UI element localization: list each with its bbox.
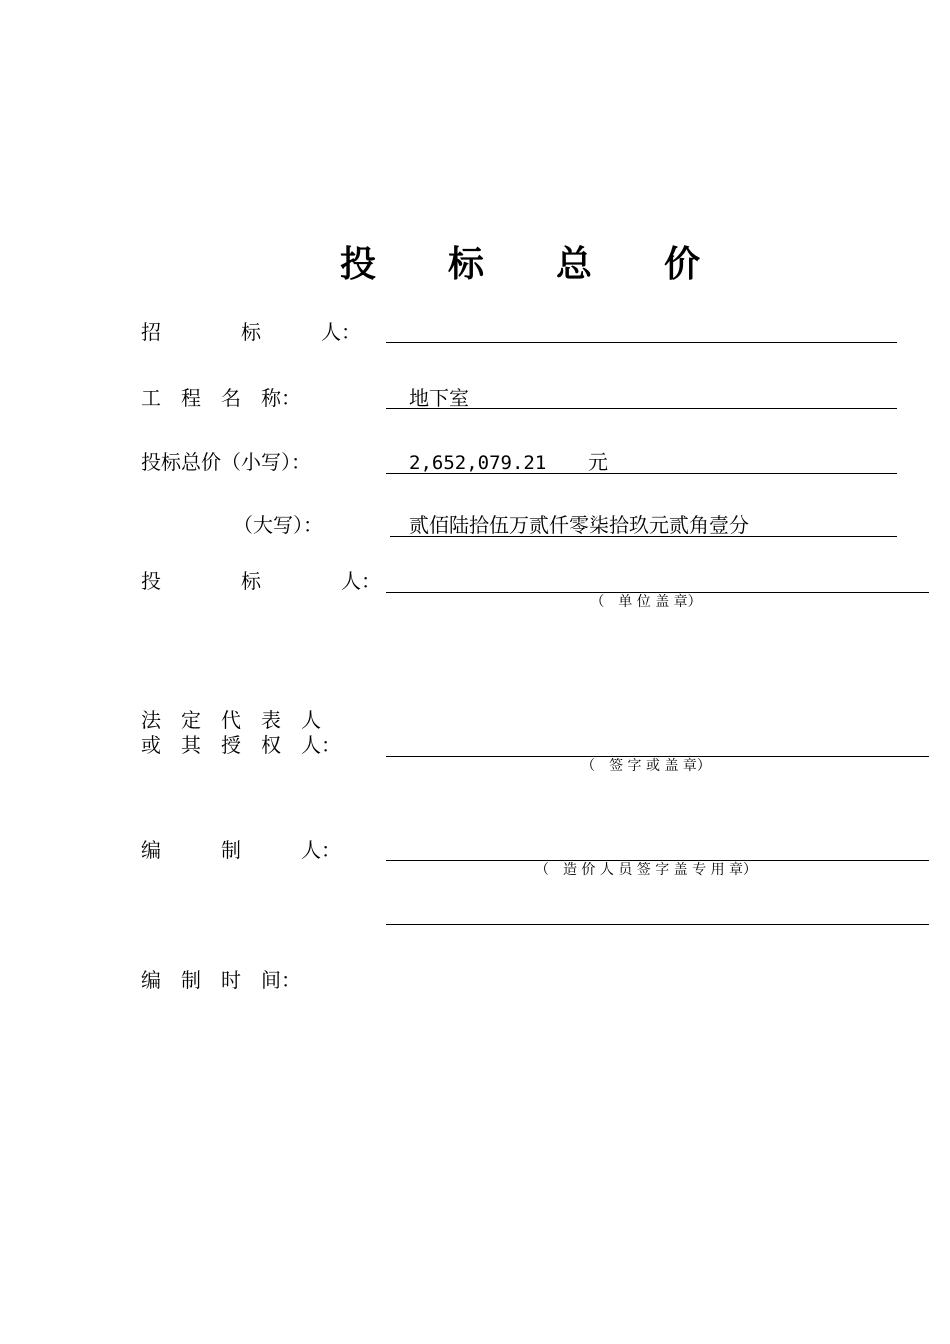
project-name-value: 地下室	[409, 386, 469, 410]
price-lower-value: 2,652,079.21	[409, 452, 547, 474]
preparer-label: 编 制 人：	[141, 838, 341, 862]
page-title: 投 标 总 价	[339, 244, 700, 285]
price-lower-unit: 元	[588, 450, 608, 474]
legal-rep-underline	[386, 756, 929, 757]
legal-rep-caption: （ 签 字 或 盖 章）	[581, 758, 711, 774]
bidder-label: 投 标 人：	[141, 569, 381, 593]
project-name-underline	[386, 408, 897, 409]
bidder-caption: （ 单 位 盖 章）	[590, 594, 702, 610]
project-name-label: 工 程 名 称：	[141, 386, 301, 410]
tenderer-label: 招 标 人：	[141, 320, 361, 344]
prepare-time-label: 编 制 时 间：	[141, 968, 301, 992]
tenderer-underline	[386, 342, 897, 343]
price-upper-label: （大写）：	[233, 513, 323, 537]
preparer-underline	[386, 860, 929, 861]
preparer-extra-underline	[386, 924, 929, 925]
preparer-caption: （ 造 价 人 员 签 字 盖 专 用 章）	[534, 862, 758, 878]
bidder-underline	[386, 592, 929, 593]
legal-rep-label-line2: 或 其 授 权 人：	[141, 733, 341, 757]
price-lower-underline	[386, 473, 897, 474]
price-lower-label: 投标总价（小写）：	[141, 450, 311, 474]
price-upper-underline	[390, 536, 897, 537]
price-upper-value: 贰佰陆拾伍万贰仟零柒拾玖元贰角壹分	[409, 513, 749, 537]
legal-rep-label-line1: 法 定 代 表 人	[141, 708, 321, 732]
